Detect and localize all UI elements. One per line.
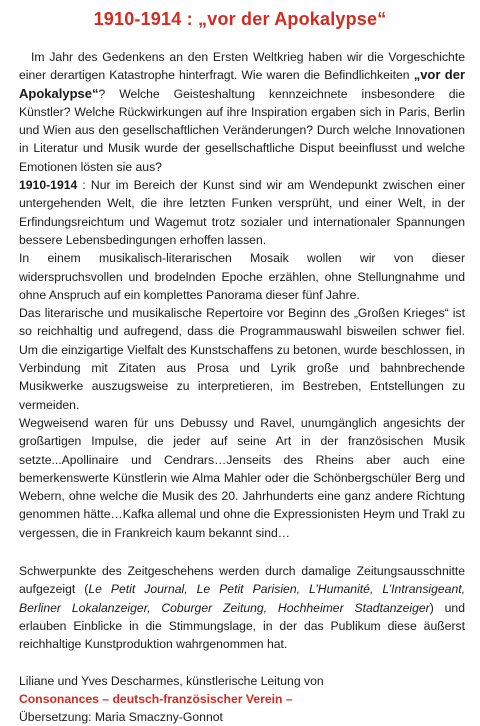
credits-direction: Liliane und Yves Descharmes, künstlerische Leitung von bbox=[19, 672, 465, 690]
paragraph-composers: Wegweisend waren für uns Debussy und Ravel, unumgänglich angesichts der großartigen Impulse, die jeder auf seine Art in der französischen Musik setzte...Apollinaire und Cendrars…Jenseits des Rheins aber auch eine bemerkenswerte Künstlerin wie Alma Mahler oder die Schönbergschüler Berg und Webern, ohne welche die Musik des 20. Jahrhunderts eine ganz andere Richtung genommen hätte…Kafka allemal und ohne die Expressionisten Heym und Trakl zu vergessen, die in Frankreich kaum bekannt sind… bbox=[19, 414, 465, 542]
document-body bbox=[19, 48, 465, 726]
credits-organization-line bbox=[19, 690, 465, 708]
paragraph-intro bbox=[19, 48, 465, 176]
paragraph-newspapers-text-b: ) und erlauben Einblicke in die Stimmungslage, in der das Publikum diese äußerst reichhaltige Kunstproduktion wahrgenommen hat. bbox=[19, 601, 465, 652]
page-title: 1910-1914 : „vor der Apokalypse“ bbox=[0, 9, 480, 30]
credits bbox=[19, 672, 465, 726]
paragraph-intro-text-a: Im Jahr des Gedenkens an den Ersten Weltkrieg haben wir die Vorgeschichte einer derartigen Katastrophe hinterfragt. Wie waren die Befindlichkeiten bbox=[19, 50, 465, 82]
credits-translation: Übersetzung: Maria Smaczny-Gonnot bbox=[19, 708, 465, 726]
paragraph-turning-point bbox=[19, 176, 465, 249]
organization-name: Consonances – deutsch-französischer Verein bbox=[19, 692, 282, 706]
paragraph-newspapers-text-a: Schwerpunkte des Zeitgeschehens werden durch damalige Zeitungsausschnitte aufgezeigt ( bbox=[19, 564, 465, 596]
paragraph-newspapers bbox=[19, 562, 465, 653]
organization-dash: – bbox=[282, 692, 292, 706]
paragraph-turning-point-text: : Nur im Bereich der Kunst sind wir am Wendepunkt zwischen einer untergehenden Welt, die ihre letzten Funken versprüht, und einer Welt, in der Erfindungsreichtum und Wagemut trotz sozialer und internationaler Spannungen bessere Lebensbedingungen erhoffen lassen. bbox=[19, 178, 465, 247]
paragraph-intro-emphasis: „vor der Apokalypse“ bbox=[19, 67, 465, 100]
paragraph-intro-text-b: ? Welche Geisteshaltung kennzeichnete insbesondere die Künstler? Welche Rückwirkungen auf ihre Inspiration ergaben sich in Paris, Berlin und Wien aus den gesellschaftlichen Veränderungen? Durch welche Innovationen in Literatur und Musik wurde der gesellschaftliche Disput beeinflusst und welche Emotionen lösten sie aus? bbox=[19, 87, 465, 174]
paragraph-mosaic: In einem musikalisch-literarischen Mosaik wollen wir von dieser widerspruchsvollen und brodelnden Epoche erzählen, ohne Stellungnahme und ohne Anspruch auf ein komplettes Panorama dieser fünf Jahre. bbox=[19, 249, 465, 304]
section-spacer bbox=[19, 542, 465, 562]
paragraph-turning-point-emphasis: 1910-1914 bbox=[19, 178, 77, 192]
newspaper-titles: Le Petit Journal, Le Petit Parisien, L’Humanité, L’Intransigeant, Berliner Lokalanzeiger, Coburger Zeitung, Hochheimer Stadtanzeiger bbox=[19, 582, 465, 614]
paragraph-repertoire: Das literarische und musikalische Repertoire vor Beginn des „Großen Krieges“ ist so reichhaltig und aufregend, dass die Programmauswahl bisweilen schwer fiel. Um die einzigartige Vielfalt des Kunstschaffens zu betonen, wurde beschlossen, in Verbindung mit Zitaten aus Prosa und Lyrik große und bahnbrechende Musikwerke auszugsweise zu interpretieren, im Bestreben, Entstellungen zu vermeiden. bbox=[19, 304, 465, 414]
